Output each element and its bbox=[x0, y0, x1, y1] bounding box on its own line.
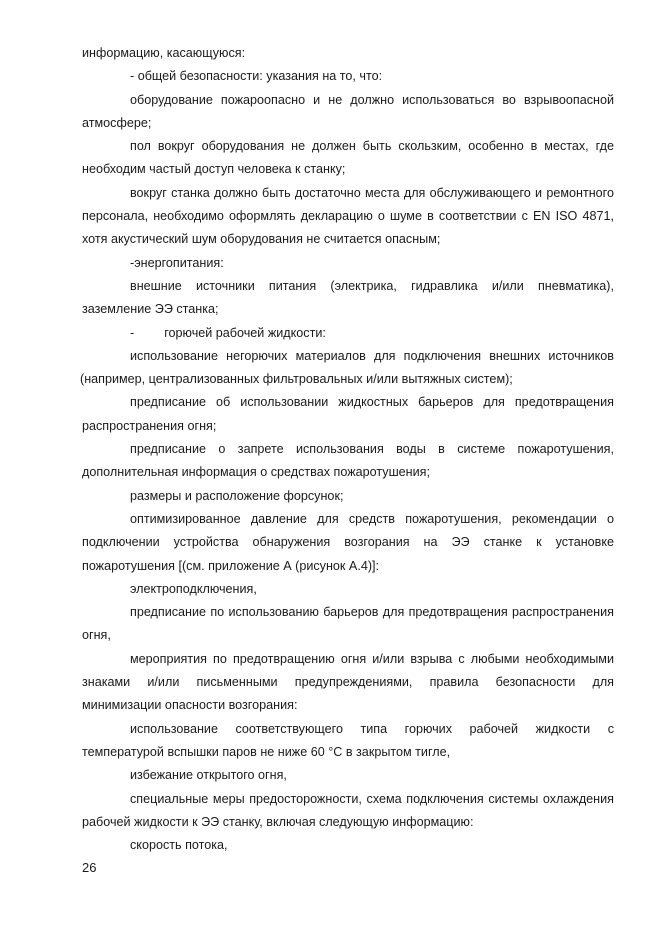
paragraph-no-water: предписание о запрете использования воды в системе пожаротушения, дополнительная информация о средствах пожаротушения; bbox=[82, 442, 614, 480]
page-number: 26 bbox=[82, 860, 97, 875]
list-dash: - bbox=[130, 325, 135, 340]
paragraph-general-safety: - общей безопасности: указания на то, что: bbox=[130, 69, 383, 84]
paragraph-electrical-connection: электроподключения, bbox=[130, 581, 257, 596]
paragraph-nozzles: размеры и расположение форсунок; bbox=[130, 488, 344, 503]
paragraph-space-noise: вокруг станка должно быть достаточно места для обслуживающего и ремонтного персонала, необходимо оформлять декларацию о шуме в соответствии с EN ISO 4871, хотя акустический шум оборудования не считается опасным; bbox=[82, 185, 614, 247]
paragraph-power-supply: -энергопитания: bbox=[130, 255, 224, 270]
paragraph-precautions: специальные меры предосторожности, схема подключения системы охлаждения рабочей жидкости к ЭЭ станку, включая следующую информацию: bbox=[82, 791, 614, 829]
paragraph-intro: информацию, касающуюся: bbox=[82, 46, 246, 60]
paragraph-noncombustible-materials: использование негорючих материалов для подключения внешних источников bbox=[130, 348, 614, 363]
list-dash-text: горючей рабочей жидкости: bbox=[164, 325, 326, 340]
paragraph-open-fire: избежание открытого огня, bbox=[130, 768, 287, 783]
document-body bbox=[82, 42, 614, 857]
paragraph-fire-hazard: оборудование пожароопасно и не должно использоваться во взрывоопасной атмосфере; bbox=[82, 92, 614, 130]
paragraph-combustible-fluid bbox=[82, 322, 614, 345]
paragraph-fluid-type: использование соответствующего типа горючих рабочей жидкости с температурой вспышки паров не ниже 60 °С в закрытом тигле, bbox=[82, 721, 614, 759]
paragraph-floor: пол вокруг оборудования не должен быть скользким, особенно в местах, где необходим частый доступ человека к станку; bbox=[82, 139, 614, 177]
paragraph-optimized-pressure: оптимизированное давление для средств пожаротушения, рекомендации о подключении устройства обнаружения возгорания на ЭЭ станке к установке пожаротушения [(см. приложение А (рисунок А.4)]: bbox=[82, 511, 614, 573]
paragraph-example-systems: (например, централизованных фильтровальных и/или вытяжных систем); bbox=[80, 372, 513, 387]
paragraph-barriers: предписание по использованию барьеров для предотвращения распространения огня, bbox=[82, 605, 614, 643]
paragraph-fire-prevention: мероприятия по предотвращению огня и/или взрыва с любыми необходимыми знаками и/или письменными предупреждениями, правила безопасности для минимизации опасности возгорания: bbox=[82, 651, 614, 713]
paragraph-liquid-barriers: предписание об использовании жидкостных барьеров для предотвращения распространения огня; bbox=[82, 395, 614, 433]
paragraph-flow-rate: скорость потока, bbox=[130, 838, 228, 853]
paragraph-external-sources: внешние источники питания (электрика, гидравлика и/или пневматика), заземление ЭЭ станка; bbox=[82, 278, 614, 317]
